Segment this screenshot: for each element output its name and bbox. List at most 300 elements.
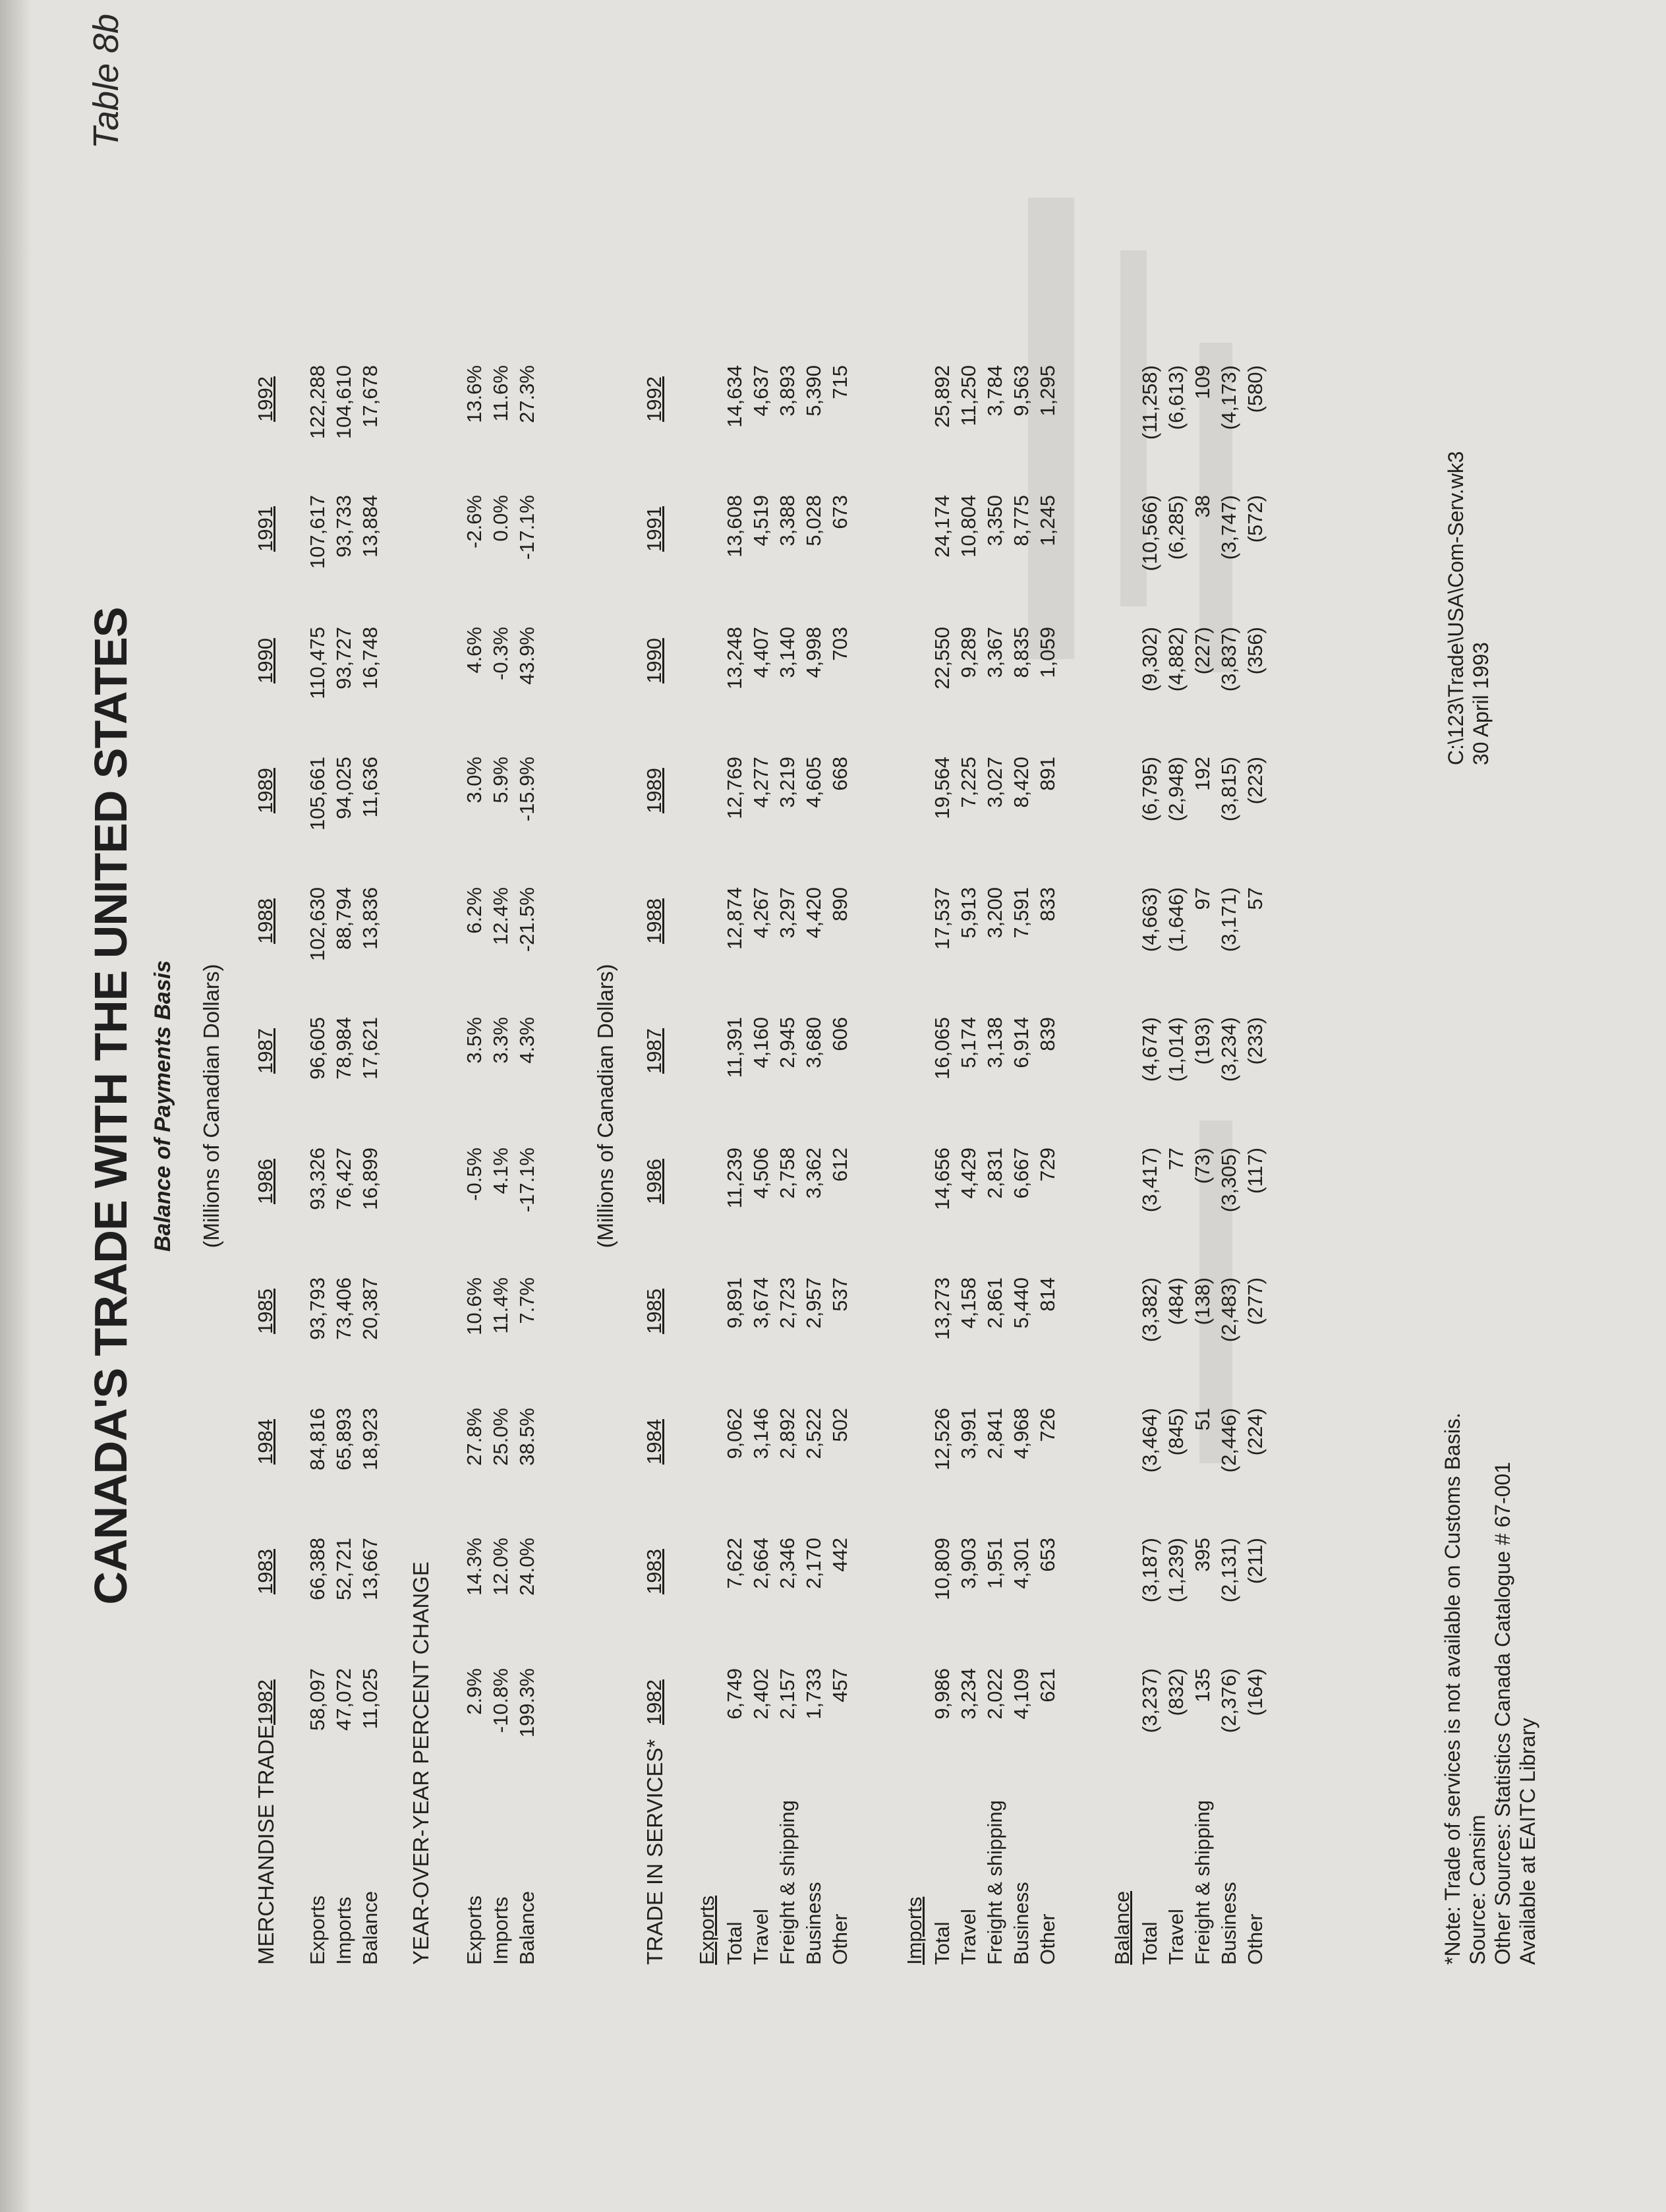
cell-1991: 38 xyxy=(1191,495,1214,518)
cell-1990: 43.9% xyxy=(515,627,538,685)
cell-1983: (2,131) xyxy=(1217,1538,1240,1603)
footnote: *Note: Trade of services is not available on Customs Basis. xyxy=(1441,1412,1464,1965)
cell-1982: 2,022 xyxy=(983,1668,1006,1720)
row-label: Business xyxy=(802,1882,825,1965)
cell-1987: 2,945 xyxy=(776,1017,799,1068)
cell-1984: 18,923 xyxy=(359,1408,382,1470)
cell-1982: 199.3% xyxy=(515,1668,538,1738)
row-label: Travel xyxy=(1164,1909,1188,1965)
availability-line: Available at EAITC Library xyxy=(1516,1718,1539,1965)
cell-1985: (277) xyxy=(1244,1277,1267,1325)
cell-1991: 3,350 xyxy=(983,495,1006,546)
cell-1983: 1,951 xyxy=(983,1538,1006,1589)
cell-1992: 11.6% xyxy=(489,365,512,422)
cell-1987: (233) xyxy=(1244,1017,1267,1065)
cell-1983: 2,170 xyxy=(802,1538,825,1589)
balance-row-travel xyxy=(1163,0,1190,2212)
cell-1988: 12.4% xyxy=(489,887,512,945)
file-reference xyxy=(1443,451,1493,765)
cell-1983: 395 xyxy=(1191,1538,1214,1572)
cell-1988: 12,874 xyxy=(723,887,746,950)
units-label-top: (Millions of Canadian Dollars) xyxy=(199,964,223,1248)
exports-row-travel xyxy=(748,0,774,2212)
cell-1989: 7,225 xyxy=(957,757,980,808)
row-label: Freight & shipping xyxy=(776,1800,799,1965)
cell-1989: (223) xyxy=(1244,757,1267,805)
cell-1991: 3,388 xyxy=(776,495,799,546)
cell-1982: (832) xyxy=(1164,1668,1188,1716)
cell-1989: 192 xyxy=(1191,757,1214,791)
cell-1989: (3,815) xyxy=(1217,757,1240,822)
cell-1984: 25.0% xyxy=(489,1408,512,1466)
cell-1987: 78,984 xyxy=(332,1017,355,1080)
cell-1990: -0.3% xyxy=(489,627,512,680)
year-header-merch-1984: 1984 xyxy=(254,1419,277,1465)
merch-row-balance xyxy=(357,0,384,2212)
cell-1988: 5,913 xyxy=(957,887,980,939)
cell-1987: (1,014) xyxy=(1164,1017,1188,1082)
cell-1991: 10,804 xyxy=(957,495,980,558)
year-header-merch-1986: 1986 xyxy=(254,1159,277,1204)
cell-1989: 5.9% xyxy=(489,757,512,803)
cell-1986: 6,667 xyxy=(1010,1148,1033,1199)
other-sources-line: Other Sources: Statistics Canada Catalogue # 67-001 xyxy=(1491,1461,1514,1965)
cell-1990: 703 xyxy=(828,627,851,661)
cell-1984: 27.8% xyxy=(463,1408,486,1466)
cell-1986: -0.5% xyxy=(463,1148,486,1201)
cell-1986: 2,831 xyxy=(983,1148,1006,1199)
cell-1983: 14.3% xyxy=(463,1538,486,1596)
row-label: Imports xyxy=(489,1896,512,1965)
year-header-svc-1982: 1982 xyxy=(643,1679,666,1725)
row-label: Balance xyxy=(515,1890,538,1965)
cell-1989: 3.0% xyxy=(463,757,486,803)
cell-1984: (224) xyxy=(1244,1408,1267,1456)
cell-1982: (2,376) xyxy=(1217,1668,1240,1733)
section-heading-percent-change: YEAR-OVER-YEAR PERCENT CHANGE xyxy=(409,1561,433,1965)
row-label: Business xyxy=(1217,1882,1240,1965)
cell-1989: (6,795) xyxy=(1138,757,1161,822)
cell-1990: (3,837) xyxy=(1217,627,1240,692)
cell-1990: 4,407 xyxy=(749,627,772,678)
cell-1984: (3,464) xyxy=(1138,1408,1161,1473)
cell-1982: (3,237) xyxy=(1138,1668,1161,1733)
cell-1985: 2,723 xyxy=(776,1277,799,1329)
year-header-merch-1983: 1983 xyxy=(254,1549,277,1594)
table-number-label: Table 8b xyxy=(86,13,126,149)
cell-1992: (580) xyxy=(1244,365,1267,413)
row-label: Balance xyxy=(359,1890,382,1965)
cell-1983: 12.0% xyxy=(489,1538,512,1596)
cell-1990: 13,248 xyxy=(723,627,746,689)
cell-1983: 2,664 xyxy=(749,1538,772,1589)
row-label: Travel xyxy=(749,1909,772,1965)
cell-1982: 3,234 xyxy=(957,1668,980,1720)
cell-1988: 17,537 xyxy=(931,887,954,950)
year-header-svc-1991: 1991 xyxy=(643,506,666,552)
row-label: Exports xyxy=(306,1895,329,1965)
cell-1983: 653 xyxy=(1036,1538,1059,1572)
cell-1990: (9,302) xyxy=(1138,627,1161,692)
row-label: Freight & shipping xyxy=(983,1800,1006,1965)
cell-1984: 84,816 xyxy=(306,1408,329,1470)
page-subtitle: Balance of Payments Basis xyxy=(150,960,175,1252)
cell-1987: (193) xyxy=(1191,1017,1214,1065)
cell-1986: (3,417) xyxy=(1138,1148,1161,1213)
cell-1991: 5,028 xyxy=(802,495,825,546)
cell-1984: 65,893 xyxy=(332,1408,355,1470)
merch-row-exports xyxy=(304,0,331,2212)
cell-1992: 122,288 xyxy=(306,365,329,440)
cell-1987: 16,065 xyxy=(931,1017,954,1080)
cell-1982: 4,109 xyxy=(1010,1668,1033,1720)
cell-1989: 4,277 xyxy=(749,757,772,808)
cell-1986: (3,305) xyxy=(1217,1148,1240,1213)
cell-1982: 1,733 xyxy=(802,1668,825,1720)
cell-1986: 93,326 xyxy=(306,1148,329,1210)
cell-1988: 890 xyxy=(828,887,851,921)
year-header-svc-1989: 1989 xyxy=(643,768,666,813)
cell-1984: 51 xyxy=(1191,1408,1214,1431)
cell-1991: 13,608 xyxy=(723,495,746,558)
imports-row-freight-shipping xyxy=(982,0,1008,2212)
cell-1982: -10.8% xyxy=(489,1668,512,1733)
year-header-svc-1990: 1990 xyxy=(643,638,666,684)
cell-1992: (6,613) xyxy=(1164,365,1188,430)
cell-1985: 3,674 xyxy=(749,1277,772,1329)
cell-1992: 1,295 xyxy=(1036,365,1059,417)
cell-1986: (117) xyxy=(1244,1148,1267,1194)
cell-1992: 715 xyxy=(828,365,851,399)
year-header-svc-1985: 1985 xyxy=(643,1289,666,1334)
cell-1992: 5,390 xyxy=(802,365,825,417)
cell-1984: 9,062 xyxy=(723,1408,746,1459)
cell-1983: (3,187) xyxy=(1138,1538,1161,1603)
cell-1985: 2,957 xyxy=(802,1277,825,1329)
cell-1984: 12,526 xyxy=(931,1408,954,1470)
cell-1984: 502 xyxy=(828,1408,851,1442)
row-label: Total xyxy=(723,1921,746,1965)
cell-1990: (227) xyxy=(1191,627,1214,675)
cell-1982: 2,157 xyxy=(776,1668,799,1720)
row-label: Total xyxy=(1138,1921,1161,1965)
cell-1983: 2,346 xyxy=(776,1538,799,1589)
imports-row-other xyxy=(1035,0,1061,2212)
cell-1984: (845) xyxy=(1164,1408,1188,1456)
cell-1982: 2,402 xyxy=(749,1668,772,1720)
cell-1985: 7.7% xyxy=(515,1277,538,1324)
cell-1985: (138) xyxy=(1191,1277,1214,1325)
cell-1982: 621 xyxy=(1036,1668,1059,1703)
cell-1983: 4,301 xyxy=(1010,1538,1033,1589)
cell-1984: 2,841 xyxy=(983,1408,1006,1459)
year-header-merch-1988: 1988 xyxy=(254,898,277,944)
balance-row-business xyxy=(1216,0,1242,2212)
cell-1992: 14,634 xyxy=(723,365,746,428)
cell-1986: 4,506 xyxy=(749,1148,772,1199)
cell-1987: (4,674) xyxy=(1138,1017,1161,1082)
cell-1991: (10,566) xyxy=(1138,495,1161,571)
cell-1986: 11,239 xyxy=(723,1148,746,1209)
cell-1989: 11,636 xyxy=(359,757,382,818)
cell-1990: 8,835 xyxy=(1010,627,1033,678)
cell-1989: 3,219 xyxy=(776,757,799,808)
cell-1987: 3.5% xyxy=(463,1017,486,1064)
cell-1988: (1,646) xyxy=(1164,887,1188,952)
year-header-merch-1985: 1985 xyxy=(254,1289,277,1334)
cell-1986: 14,656 xyxy=(931,1148,954,1210)
cell-1988: 57 xyxy=(1244,887,1267,910)
cell-1992: 17,678 xyxy=(359,365,382,428)
pct-row-imports xyxy=(488,0,514,2212)
cell-1982: 135 xyxy=(1191,1668,1214,1703)
cell-1987: 11,391 xyxy=(723,1017,746,1078)
cell-1992: 13.6% xyxy=(463,365,486,423)
cell-1988: (3,171) xyxy=(1217,887,1240,952)
cell-1990: (4,882) xyxy=(1164,627,1188,692)
cell-1991: (6,285) xyxy=(1164,495,1188,560)
row-label: Freight & shipping xyxy=(1191,1800,1214,1965)
year-header-merch-1982: 1982 xyxy=(254,1679,277,1725)
cell-1987: 4.3% xyxy=(515,1017,538,1064)
imports-row-business xyxy=(1008,0,1035,2212)
section-heading-merchandise: MERCHANDISE TRADE xyxy=(254,1724,278,1965)
cell-1987: 5,174 xyxy=(957,1017,980,1068)
cell-1983: (1,239) xyxy=(1164,1538,1188,1603)
cell-1985: (2,483) xyxy=(1217,1277,1240,1343)
cell-1991: -17.1% xyxy=(515,495,538,560)
cell-1987: 3,138 xyxy=(983,1017,1006,1068)
cell-1989: 12,769 xyxy=(723,757,746,819)
cell-1991: 0.0% xyxy=(489,495,512,542)
cell-1992: (4,173) xyxy=(1217,365,1240,430)
cell-1990: 22,550 xyxy=(931,627,954,689)
year-header-svc-1988: 1988 xyxy=(643,898,666,944)
year-header-merch-1987: 1987 xyxy=(254,1028,277,1074)
cell-1983: 13,667 xyxy=(359,1538,382,1600)
cell-1984: 3,146 xyxy=(749,1408,772,1459)
cell-1992: 11,250 xyxy=(957,365,980,426)
cell-1989: 105,661 xyxy=(306,757,329,831)
year-header-merch-1991: 1991 xyxy=(254,506,277,552)
imports-row-travel xyxy=(956,0,982,2212)
cell-1992: (11,258) xyxy=(1138,365,1161,440)
cell-1985: 537 xyxy=(828,1277,851,1312)
cell-1989: (2,948) xyxy=(1164,757,1188,822)
cell-1985: 20,387 xyxy=(359,1277,382,1340)
exports-row-business xyxy=(801,0,827,2212)
cell-1991: -2.6% xyxy=(463,495,486,548)
cell-1991: 24,174 xyxy=(931,495,954,558)
cell-1987: 3.3% xyxy=(489,1017,512,1064)
cell-1988: 7,591 xyxy=(1010,887,1033,939)
cell-1986: 4.1% xyxy=(489,1148,512,1194)
year-header-svc-1984: 1984 xyxy=(643,1419,666,1465)
cell-1991: 4,519 xyxy=(749,495,772,546)
cell-1989: 668 xyxy=(828,757,851,791)
cell-1988: 13,836 xyxy=(359,887,382,950)
cell-1990: 110,475 xyxy=(306,627,329,699)
cell-1983: 66,388 xyxy=(306,1538,329,1600)
cell-1988: 3,297 xyxy=(776,887,799,939)
year-header-svc-1987: 1987 xyxy=(643,1028,666,1074)
cell-1992: 4,637 xyxy=(749,365,772,417)
cell-1984: 4,968 xyxy=(1010,1408,1033,1459)
row-label: Other xyxy=(1244,1913,1267,1965)
cell-1988: 3,200 xyxy=(983,887,1006,939)
row-label: Business xyxy=(1010,1882,1033,1965)
cell-1990: 3,140 xyxy=(776,627,799,678)
cell-1987: 4,160 xyxy=(749,1017,772,1068)
subsection-exports: Exports xyxy=(695,1895,718,1965)
cell-1986: 77 xyxy=(1164,1148,1188,1171)
row-label: Total xyxy=(931,1921,954,1965)
pct-row-exports xyxy=(461,0,488,2212)
cell-1989: 4,605 xyxy=(802,757,825,808)
cell-1989: 19,564 xyxy=(931,757,954,819)
year-header-svc-1992: 1992 xyxy=(643,376,666,422)
cell-1988: -21.5% xyxy=(515,887,538,952)
year-header-svc-1983: 1983 xyxy=(643,1549,666,1594)
cell-1989: -15.9% xyxy=(515,757,538,822)
cell-1982: 6,749 xyxy=(723,1668,746,1720)
cell-1982: 11,025 xyxy=(359,1668,382,1730)
cell-1984: 2,522 xyxy=(802,1408,825,1459)
cell-1987: 96,605 xyxy=(306,1017,329,1080)
file-date: 30 April 1993 xyxy=(1469,642,1493,765)
cell-1986: 3,362 xyxy=(802,1148,825,1199)
cell-1987: 6,914 xyxy=(1010,1017,1033,1068)
row-label: Exports xyxy=(463,1895,486,1965)
imports-row-total xyxy=(929,0,956,2212)
cell-1985: 814 xyxy=(1036,1277,1059,1312)
cell-1991: 1,245 xyxy=(1036,495,1059,546)
cell-1986: 16,899 xyxy=(359,1148,382,1210)
cell-1992: 27.3% xyxy=(515,365,538,423)
cell-1985: (484) xyxy=(1164,1277,1188,1325)
cell-1990: 16,748 xyxy=(359,627,382,689)
cell-1983: 10,809 xyxy=(931,1538,954,1600)
cell-1990: 3,367 xyxy=(983,627,1006,678)
cell-1982: 457 xyxy=(828,1668,851,1703)
cell-1991: 107,617 xyxy=(306,495,329,569)
cell-1991: 93,733 xyxy=(332,495,355,558)
cell-1992: 3,784 xyxy=(983,365,1006,417)
cell-1983: 442 xyxy=(828,1538,851,1572)
cell-1992: 109 xyxy=(1191,365,1214,399)
source-line: Source: Cansim xyxy=(1466,1815,1489,1965)
cell-1982: (164) xyxy=(1244,1668,1267,1716)
cell-1990: (356) xyxy=(1244,627,1267,675)
file-path: C:\123\Trade\USA\Com-Serv.wk3 xyxy=(1444,451,1468,765)
units-label-services: (Millions of Canadian Dollars) xyxy=(593,964,618,1248)
cell-1988: 6.2% xyxy=(463,887,486,934)
balance-row-total xyxy=(1137,0,1163,2212)
cell-1985: 5,440 xyxy=(1010,1277,1033,1329)
cell-1987: (3,234) xyxy=(1217,1017,1240,1082)
row-label: Imports xyxy=(332,1896,355,1965)
cell-1989: 8,420 xyxy=(1010,757,1033,808)
exports-row-other xyxy=(827,0,853,2212)
cell-1982: 47,072 xyxy=(332,1668,355,1731)
cell-1985: 9,891 xyxy=(723,1277,746,1329)
cell-1986: (73) xyxy=(1191,1148,1214,1184)
subsection-imports: Imports xyxy=(903,1896,926,1965)
balance-row-other xyxy=(1242,0,1269,2212)
cell-1986: 76,427 xyxy=(332,1148,355,1210)
merch-row-imports xyxy=(331,0,357,2212)
row-label: Other xyxy=(1036,1913,1059,1965)
page-title: CANADA'S TRADE WITH THE UNITED STATES xyxy=(85,607,136,1605)
pct-row-balance xyxy=(514,0,540,2212)
exports-row-total xyxy=(722,0,748,2212)
cell-1985: 13,273 xyxy=(931,1277,954,1340)
cell-1987: 3,680 xyxy=(802,1017,825,1068)
cell-1992: 25,892 xyxy=(931,365,954,428)
cell-1983: 52,721 xyxy=(332,1538,355,1600)
cell-1987: 606 xyxy=(828,1017,851,1051)
cell-1988: (4,663) xyxy=(1138,887,1161,952)
cell-1984: (2,446) xyxy=(1217,1408,1240,1473)
year-header-merch-1990: 1990 xyxy=(254,638,277,684)
cell-1989: 3,027 xyxy=(983,757,1006,808)
cell-1988: 4,420 xyxy=(802,887,825,939)
cell-1985: 93,793 xyxy=(306,1277,329,1340)
year-header-merch-1989: 1989 xyxy=(254,768,277,813)
cell-1990: 1,059 xyxy=(1036,627,1059,678)
cell-1985: 11.4% xyxy=(489,1277,512,1334)
cell-1992: 3,893 xyxy=(776,365,799,417)
row-label: Other xyxy=(828,1913,851,1965)
cell-1990: 4.6% xyxy=(463,627,486,674)
cell-1986: -17.1% xyxy=(515,1148,538,1213)
cell-1992: 9,563 xyxy=(1010,365,1033,417)
cell-1990: 4,998 xyxy=(802,627,825,678)
cell-1984: 2,892 xyxy=(776,1408,799,1459)
cell-1982: 9,986 xyxy=(931,1668,954,1720)
cell-1991: 673 xyxy=(828,495,851,529)
cell-1986: 729 xyxy=(1036,1148,1059,1182)
section-heading-services: TRADE IN SERVICES* xyxy=(643,1739,667,1965)
cell-1983: 3,903 xyxy=(957,1538,980,1589)
cell-1991: (572) xyxy=(1244,495,1267,543)
exports-row-freight-shipping xyxy=(774,0,801,2212)
cell-1991: 13,884 xyxy=(359,495,382,558)
year-header-merch-1992: 1992 xyxy=(254,376,277,422)
cell-1985: 10.6% xyxy=(463,1277,486,1335)
year-header-svc-1986: 1986 xyxy=(643,1159,666,1204)
cell-1985: 2,861 xyxy=(983,1277,1006,1329)
cell-1990: 9,289 xyxy=(957,627,980,678)
cell-1987: 839 xyxy=(1036,1017,1059,1051)
balance-row-freight-shipping xyxy=(1190,0,1216,2212)
cell-1984: 726 xyxy=(1036,1408,1059,1442)
cell-1988: 88,794 xyxy=(332,887,355,950)
cell-1982: 58,097 xyxy=(306,1668,329,1731)
cell-1983: 7,622 xyxy=(723,1538,746,1589)
cell-1984: 3,991 xyxy=(957,1408,980,1459)
cell-1989: 891 xyxy=(1036,757,1059,791)
cell-1986: 612 xyxy=(828,1148,851,1182)
cell-1986: 2,758 xyxy=(776,1148,799,1199)
cell-1989: 94,025 xyxy=(332,757,355,819)
cell-1983: (211) xyxy=(1244,1538,1267,1585)
cell-1985: (3,382) xyxy=(1138,1277,1161,1343)
cell-1984: 38.5% xyxy=(515,1408,538,1466)
cell-1985: 4,158 xyxy=(957,1277,980,1329)
cell-1982: 2.9% xyxy=(463,1668,486,1715)
cell-1991: 8,775 xyxy=(1010,495,1033,546)
